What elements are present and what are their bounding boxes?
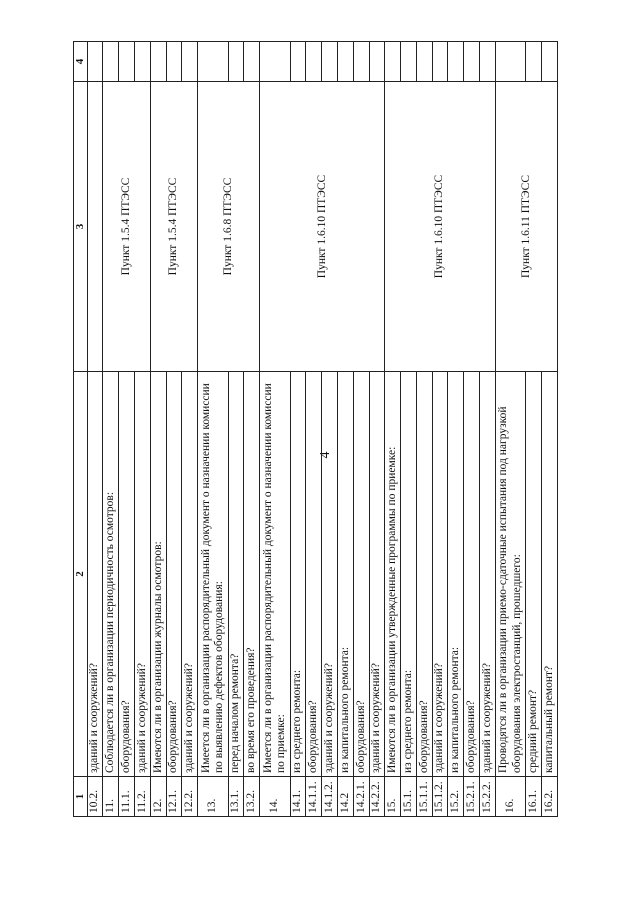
notes-cell: [228, 42, 244, 82]
row-text: зданий и сооружений?: [322, 372, 338, 777]
row-text: зданий и сооружений?: [432, 372, 448, 777]
row-number: 15.1.1.: [416, 777, 432, 817]
requirement-cell: Пункт 1.6.10 ПТЭСС: [260, 82, 385, 372]
row-number: 12.2.: [182, 777, 198, 817]
row-number: 11.1.: [119, 777, 135, 817]
row-number: 15.2.: [448, 777, 464, 817]
header-col-3: 3: [74, 82, 88, 372]
notes-cell: [244, 42, 260, 82]
row-number: 14.1.2.: [322, 777, 338, 817]
row-number: 10.2.: [87, 777, 103, 817]
row-number: 14.1.1.: [306, 777, 322, 817]
row-number: 12.1.: [166, 777, 182, 817]
row-number: 15.: [385, 777, 401, 817]
table-row: [385, 42, 401, 817]
row-text: из капитального ремонта:: [448, 372, 464, 777]
row-number: 13.1.: [228, 777, 244, 817]
notes-cell: [495, 42, 525, 82]
row-number: 13.2.: [244, 777, 260, 817]
notes-cell: [166, 42, 182, 82]
row-text: оборудования?: [416, 372, 432, 777]
row-number: 15.1.: [401, 777, 417, 817]
header-col-1: 1: [74, 777, 88, 817]
table-row: [198, 42, 228, 817]
table-header-row: [74, 42, 88, 817]
row-text: зданий и сооружений?: [182, 372, 198, 777]
row-number: 14.2.2.: [369, 777, 385, 817]
header-col-2: 2: [74, 372, 88, 777]
row-text: оборудования?: [306, 372, 322, 777]
row-text: оборудования?: [353, 372, 369, 777]
row-text: Имеются ли в организации утвержденные программы по приемке:: [385, 372, 401, 777]
notes-cell: [432, 42, 448, 82]
table-row: [103, 42, 119, 817]
row-number: 14.: [260, 777, 290, 817]
row-number: 16.2.: [542, 777, 558, 817]
row-text: оборудования?: [464, 372, 480, 777]
requirement-cell: [87, 82, 103, 372]
row-text: зданий и сооружений?: [479, 372, 495, 777]
notes-cell: [479, 42, 495, 82]
row-text: перед началом ремонта?: [228, 372, 244, 777]
row-text: Имеются ли в организации журналы осмотров:: [150, 372, 166, 777]
notes-cell: [103, 42, 119, 82]
row-number: 14.2.1.: [353, 777, 369, 817]
header-col-4: 4: [74, 42, 88, 82]
row-number: 11.2.: [134, 777, 150, 817]
row-number: 14.2: [337, 777, 353, 817]
row-text: зданий и сооружений?: [369, 372, 385, 777]
notes-cell: [198, 42, 228, 82]
notes-cell: [322, 42, 338, 82]
notes-cell: [290, 42, 306, 82]
notes-cell: [464, 42, 480, 82]
row-number: 16.1.: [526, 777, 542, 817]
notes-cell: [526, 42, 542, 82]
notes-cell: [416, 42, 432, 82]
row-number: 16.: [495, 777, 525, 817]
notes-cell: [542, 42, 558, 82]
row-text: оборудования?: [119, 372, 135, 777]
row-text: из капитального ремонта:: [337, 372, 353, 777]
row-text: зданий и сооружений?: [134, 372, 150, 777]
row-number: 14.1.: [290, 777, 306, 817]
requirement-cell: Пункт 1.6.8 ПТЭСС: [198, 82, 260, 372]
notes-cell: [448, 42, 464, 82]
notes-cell: [119, 42, 135, 82]
notes-cell: [401, 42, 417, 82]
notes-cell: [260, 42, 290, 82]
checklist-table: [73, 41, 558, 817]
row-text: капитальный ремонт?: [542, 372, 558, 777]
requirement-cell: Пункт 1.6.11 ПТЭСС: [495, 82, 557, 372]
row-number: 15.1.2.: [432, 777, 448, 817]
page-number: 4: [318, 451, 333, 459]
notes-cell: [353, 42, 369, 82]
row-text: оборудования?: [166, 372, 182, 777]
checklist-table-wrapper: [73, 42, 558, 817]
row-text: во время его проведения?: [244, 372, 260, 777]
notes-cell: [337, 42, 353, 82]
rotated-table-container: [73, 42, 558, 817]
notes-cell: [385, 42, 401, 82]
row-number: 15.2.1.: [464, 777, 480, 817]
notes-cell: [87, 42, 103, 82]
notes-cell: [134, 42, 150, 82]
row-number: 15.2.2.: [479, 777, 495, 817]
row-text: Проводятся ли в организации приемо-сдаточные испытания под нагрузкой оборудования электростанций, прошедшего:: [495, 372, 525, 777]
notes-cell: [182, 42, 198, 82]
row-text: Соблюдается ли в организации периодичность осмотров:: [103, 372, 119, 777]
row-text: Имеется ли в организации распорядительный документ о назначении комиссии по выявлению дефектов оборудования:: [198, 372, 228, 777]
row-text: Имеется ли в организации распорядительный документ о назначении комиссии по приемке:: [260, 372, 290, 777]
notes-cell: [369, 42, 385, 82]
notes-cell: [150, 42, 166, 82]
requirement-cell: Пункт 1.5.4 ПТЭСС: [150, 82, 197, 372]
notes-cell: [306, 42, 322, 82]
row-text: средний ремонт?: [526, 372, 542, 777]
row-text: из среднего ремонта:: [290, 372, 306, 777]
table-row: [495, 42, 525, 817]
requirement-cell: Пункт 1.6.10 ПТЭСС: [385, 82, 495, 372]
requirement-cell: Пункт 1.5.4 ПТЭСС: [103, 82, 150, 372]
row-text: зданий и сооружений?: [87, 372, 103, 777]
table-row: [150, 42, 166, 817]
row-number: 12.: [150, 777, 166, 817]
row-number: 13.: [198, 777, 228, 817]
row-text: из среднего ремонта:: [401, 372, 417, 777]
table-row: [260, 42, 290, 817]
table-row: [87, 42, 103, 817]
row-number: 11.: [103, 777, 119, 817]
